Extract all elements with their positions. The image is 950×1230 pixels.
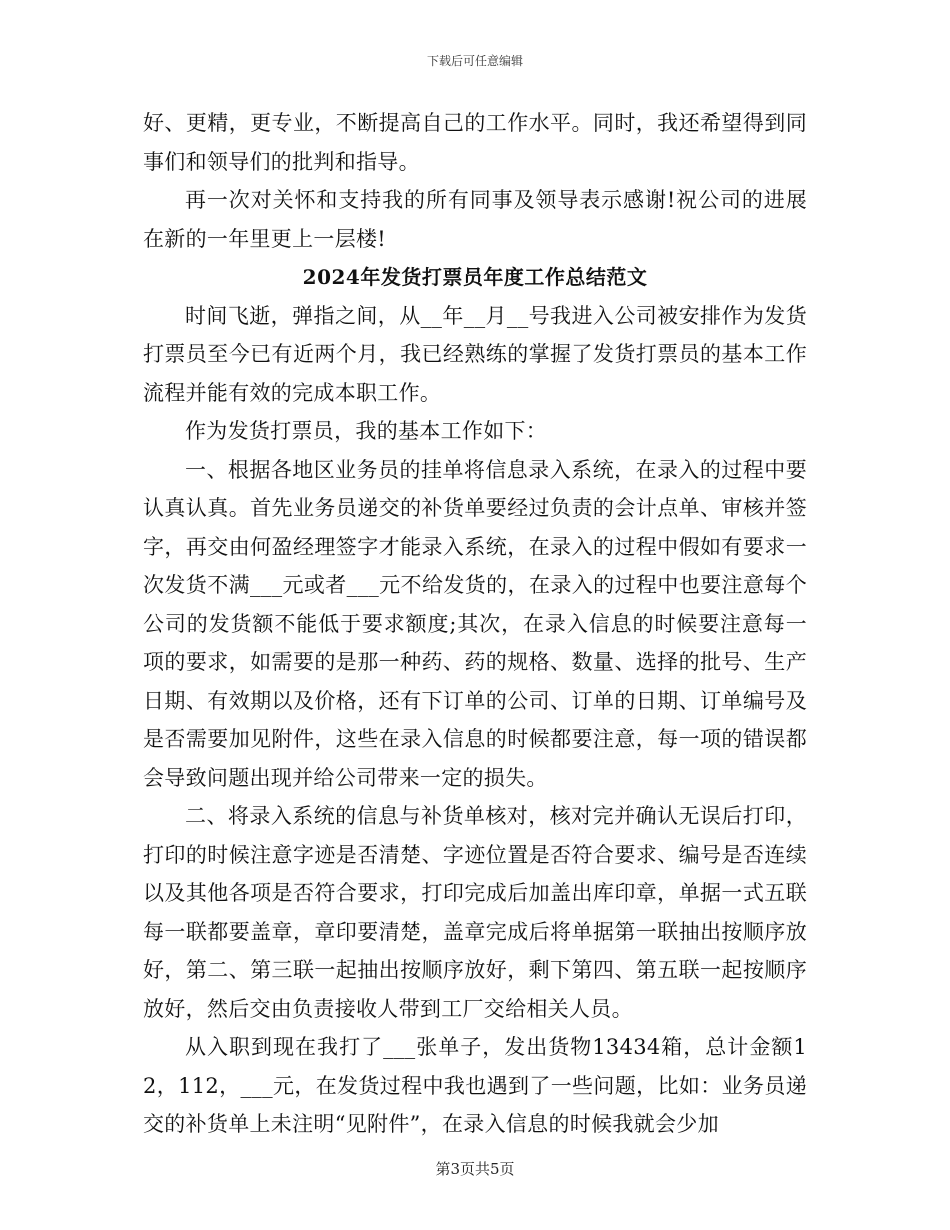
paragraph-statistics: 从入职到现在我打了___张单子，发出货物13434箱，总计金额12，112，___元，在发货过程中我也遇到了一些问题，比如：业务员递交的补货单上未注明“见附件”，在录入信息的时候我就会少加 xyxy=(143,1035,807,1136)
paragraph-duty-two: 二、将录入系统的信息与补货单核对，核对完并确认无误后打印，打印的时候注意字迹是否清楚、字迹位置是否符合要求、编号是否连续以及其他各项是否符合要求，打印完成后加盖出库印章，单据一式五联每一联都要盖章，章印要清楚，盖章完成后将单据第一联抽出按顺序放好，第二、第三联一起抽出按顺序放好，剩下第四、第五联一起按顺序放好，然后交由负责接收人带到工厂交给相关人员。 xyxy=(143,804,807,1021)
document-title: 2024年发货打票员年度工作总结范文 xyxy=(302,265,648,289)
paragraph-intro: 时间飞逝，弹指之间，从__年__月__号我进入公司被安排作为发货打票员至今已有近两个月，我已经熟练的掌握了发货打票员的基本工作流程并能有效的完成本职工作。 xyxy=(143,303,807,405)
paragraph-thanks: 再一次对关怀和支持我的所有同事及领导表示感谢!祝公司的进展在新的一年里更上一层楼! xyxy=(143,188,807,251)
paragraph-duty-one: 一、根据各地区业务员的挂单将信息录入系统，在录入的过程中要认真认真。首先业务员递交的补货单要经过负责的会计点单、审核并签字，再交由何盈经理签字才能录入系统，在录入的过程中假如有要求一次发货不满___元或者___元不给发货的，在录入的过程中也要注意每个公司的发货额不能低于要求额度;其次，在录入信息的时候要注意每一项的要求，如需要的是那一种药、药的规格、数量、选择的批号、生产日期、有效期以及价格，还有下订单的公司、订单的日期、订单编号及是否需要加见附件，这些在录入信息的时候都要注意，每一项的错误都会导致问题出现并给公司带来一定的损失。 xyxy=(143,457,807,790)
document-body xyxy=(143,104,807,1144)
page-header-note: 下载后可任意编辑 xyxy=(426,54,523,68)
paragraph-continued: 好、更精，更专业，不断提高自己的工作水平。同时，我还希望得到同事们和领导们的批判和指导。 xyxy=(143,111,807,174)
paragraph-duties-heading: 作为发货打票员，我的基本工作如下： xyxy=(185,419,548,443)
page-number: 第3页共5页 xyxy=(435,1160,515,1178)
